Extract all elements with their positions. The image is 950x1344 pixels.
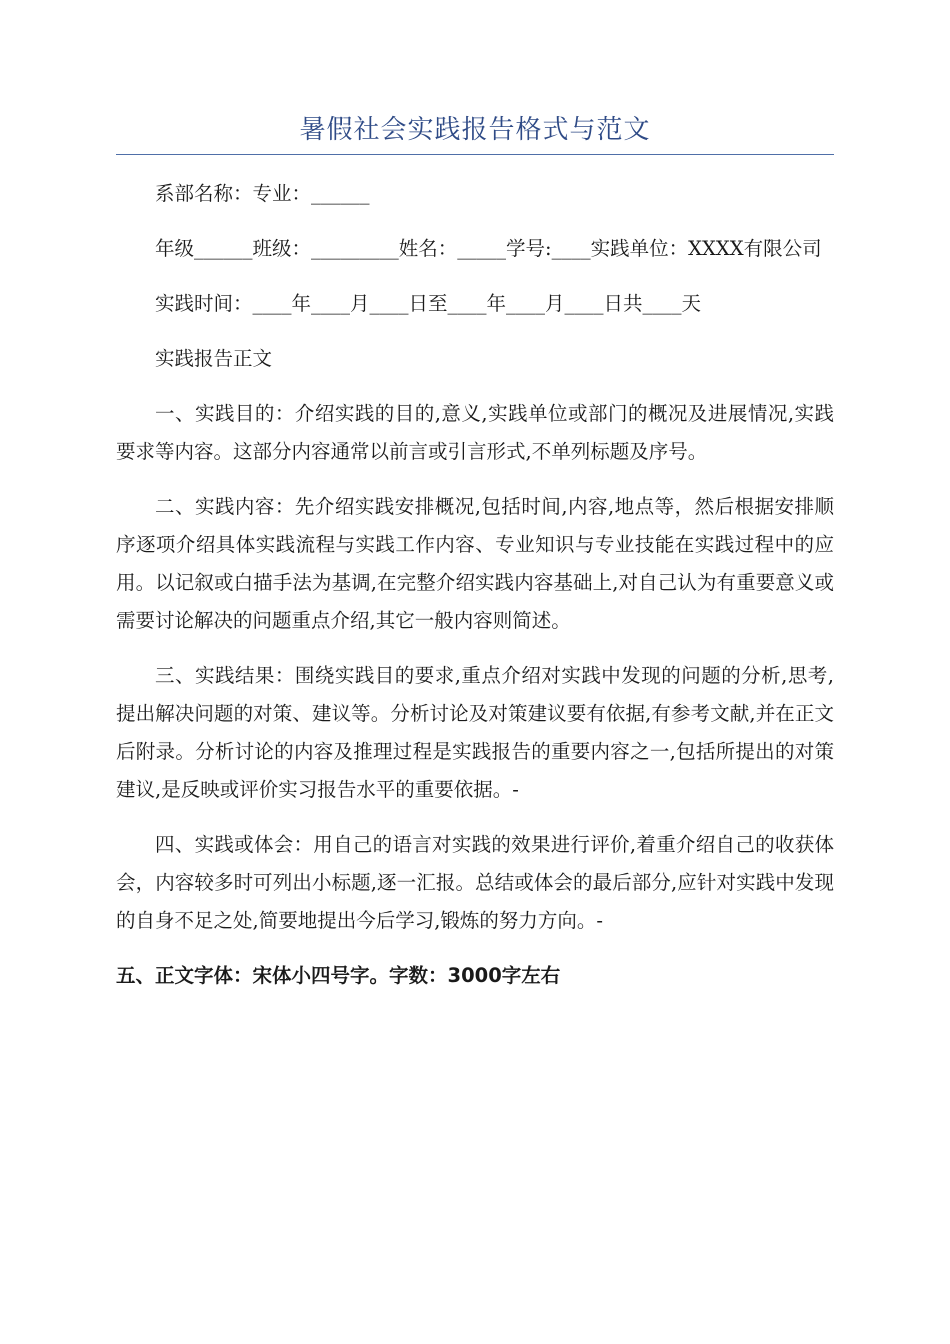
student-info-line: 年级______班级：_________姓名：_____学号:____实践单位：XXXX有限公司: [155, 237, 822, 260]
practice-time-line: 实践时间：____年____月____日至____年____月____日共____天: [155, 292, 702, 315]
section-purpose: 一、实践目的：介绍实践的目的,意义,实践单位或部门的概况及进展情况,实践要求等内容。这部分内容通常以前言或引言形式,不单列标题及序号。: [116, 402, 834, 463]
title-underline: [116, 154, 834, 155]
font-requirement-line: 五、正文字体：宋体小四号字。字数：3000字左右: [116, 964, 561, 987]
document-body: [116, 175, 834, 995]
department-line: 系部名称：专业：______: [155, 182, 370, 205]
section-content: 二、实践内容：先介绍实践安排概况,包括时间,内容,地点等，然后根据安排顺序逐项介绍具体实践流程与实践工作内容、专业知识与专业技能在实践过程中的应用。以记叙或白描手法为基调,在完整介绍实践内容基础上,对自己认为有重要意义或需要讨论解决的问题重点介绍,其它一般内容则简述。: [116, 495, 834, 632]
report-body-heading: 实践报告正文: [155, 347, 273, 370]
section-experience: 四、实践或体会：用自己的语言对实践的效果进行评价,着重介绍自己的收获体会，内容较多时可列出小标题,逐一汇报。总结或体会的最后部分,应针对实践中发现的自身不足之处,简要地提出今后学习,锻炼的努力方向。-: [116, 833, 834, 932]
document-title: 暑假社会实践报告格式与范文: [299, 115, 651, 145]
section-results: 三、实践结果：围绕实践目的要求,重点介绍对实践中发现的问题的分析,思考,提出解决问题的对策、建议等。分析讨论及对策建议要有依据,有参考文献,并在正文后附录。分析讨论的内容及推理过程是实践报告的重要内容之一,包括所提出的对策建议,是反映或评价实习报告水平的重要依据。-: [116, 664, 834, 801]
document-page: [116, 108, 834, 995]
